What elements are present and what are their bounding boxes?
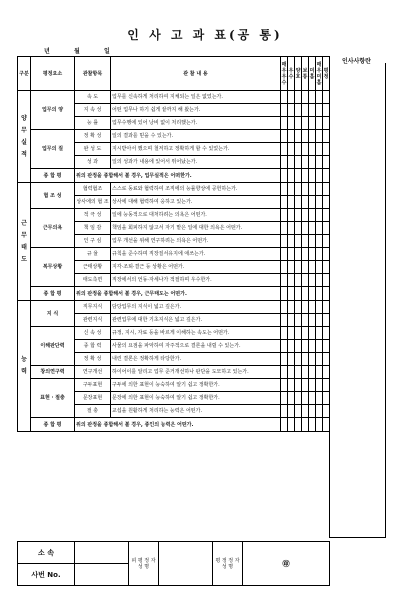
grade-cell[interactable] <box>295 314 302 327</box>
grade-cell[interactable] <box>281 91 288 104</box>
grade-cell[interactable] <box>295 327 302 340</box>
grade-cell[interactable] <box>288 156 295 169</box>
grade-cell[interactable] <box>316 327 323 340</box>
item-cell: 규 율 <box>75 248 111 261</box>
grade-cell[interactable] <box>309 327 316 340</box>
element-cell: 업무의 질 <box>31 130 75 169</box>
grade-cell[interactable] <box>295 169 302 183</box>
element-cell: 업무의 양 <box>31 91 75 130</box>
date-day-label: 일 <box>104 48 110 55</box>
grade-cell[interactable] <box>295 235 302 248</box>
grade-cell[interactable] <box>288 287 295 301</box>
grade-cell[interactable] <box>316 301 323 314</box>
grade-cell[interactable] <box>281 287 288 301</box>
grade-cell[interactable] <box>281 183 288 196</box>
date-month-label: 월 <box>74 48 80 55</box>
grade-cell[interactable] <box>302 340 309 353</box>
grade-cell[interactable] <box>309 222 316 235</box>
total-content: 위의 판정을 종합해서 볼 경우, 근무태도는 어떤가. <box>75 287 281 301</box>
grade-cell[interactable] <box>323 379 330 392</box>
table-row <box>18 248 330 261</box>
grade-cell[interactable] <box>323 301 330 314</box>
grade-cell[interactable] <box>302 418 309 432</box>
grade-cell[interactable] <box>295 274 302 287</box>
grade-cell[interactable] <box>288 130 295 143</box>
grade-header: 매우우수 <box>281 57 288 91</box>
grade-cell[interactable] <box>323 261 330 274</box>
grade-cell[interactable] <box>316 340 323 353</box>
rater1-field[interactable] <box>159 542 213 586</box>
content-cell: 어떤 업무나 하기 쉽게 끝까지 해 왔는가. <box>111 104 281 117</box>
grade-cell[interactable] <box>316 353 323 366</box>
grade-cell[interactable] <box>316 130 323 143</box>
item-cell: 정 확 성 <box>75 353 111 366</box>
grade-cell[interactable] <box>302 405 309 418</box>
content-cell: 일에 능동적으로 대처하려는 의욕은 어떤가. <box>111 209 281 222</box>
grade-cell[interactable] <box>302 379 309 392</box>
grade-cell[interactable] <box>302 327 309 340</box>
grade-cell[interactable] <box>288 222 295 235</box>
content-cell: 담당업무의 지식이 넓고 깊은가. <box>111 301 281 314</box>
grade-cell[interactable] <box>309 366 316 379</box>
grade-cell[interactable] <box>295 91 302 104</box>
category-cell: 양무 실적 <box>18 91 31 183</box>
grade-cell[interactable] <box>323 209 330 222</box>
grade-cell[interactable] <box>316 287 323 301</box>
content-cell: 일의 성과가 내용에 있어서 뛰어났는가. <box>111 156 281 169</box>
grade-cell[interactable] <box>323 104 330 117</box>
grade-cell[interactable] <box>323 340 330 353</box>
grade-cell[interactable] <box>288 91 295 104</box>
grade-cell[interactable] <box>316 91 323 104</box>
table-row <box>18 91 330 104</box>
grade-cell[interactable] <box>288 327 295 340</box>
category-cell: 근 무 태 도 <box>18 183 31 301</box>
affiliation-label: 소 속 <box>18 542 75 564</box>
grade-cell[interactable] <box>281 130 288 143</box>
item-cell: 문장표현 <box>75 392 111 405</box>
grade-cell[interactable] <box>281 366 288 379</box>
grade-cell[interactable] <box>281 392 288 405</box>
grade-cell[interactable] <box>323 169 330 183</box>
note-area <box>329 63 386 538</box>
item-cell: 인 구 심 <box>75 235 111 248</box>
grade-cell[interactable] <box>302 235 309 248</box>
grade-cell[interactable] <box>295 209 302 222</box>
grade-cell[interactable] <box>309 274 316 287</box>
item-cell: 정 확 성 <box>75 130 111 143</box>
grade-cell[interactable] <box>288 183 295 196</box>
element-cell: 창의연구력 <box>31 366 75 379</box>
grade-cell[interactable] <box>309 91 316 104</box>
grade-cell[interactable] <box>316 222 323 235</box>
grade-cell[interactable] <box>295 405 302 418</box>
affiliation-field[interactable] <box>75 542 129 564</box>
content-cell: 관련업무에 대한 기초지식은 넓고 깊은가. <box>111 314 281 327</box>
element-cell: 근무의욕 <box>31 209 75 248</box>
content-cell: 업무수행에 있어 낭비 없이 처리했는가. <box>111 117 281 130</box>
total-content: 위의 판정을 종합해서 볼 경우, 종인의 능력은 어떤가. <box>75 418 281 432</box>
col-element-header: 평정요소 <box>31 57 75 91</box>
grade-cell[interactable] <box>323 314 330 327</box>
grade-cell[interactable] <box>302 366 309 379</box>
grade-cell[interactable] <box>323 274 330 287</box>
grade-cell[interactable] <box>309 287 316 301</box>
grade-cell[interactable] <box>309 392 316 405</box>
grade-cell[interactable] <box>288 366 295 379</box>
grade-cell[interactable] <box>295 183 302 196</box>
content-cell: 책임을 회피하지 않고서 자기 맡은 일에 대한 의욕은 어떤가. <box>111 222 281 235</box>
grade-cell[interactable] <box>316 366 323 379</box>
grade-cell[interactable] <box>281 301 288 314</box>
grade-cell[interactable] <box>309 104 316 117</box>
grade-cell[interactable] <box>316 405 323 418</box>
total-label: 종 합 평 <box>31 287 75 301</box>
grade-cell[interactable] <box>309 130 316 143</box>
grade-cell[interactable] <box>295 392 302 405</box>
grade-cell[interactable] <box>295 301 302 314</box>
grade-cell[interactable] <box>302 156 309 169</box>
grade-cell[interactable] <box>309 261 316 274</box>
grade-cell[interactable] <box>323 327 330 340</box>
grade-cell[interactable] <box>295 130 302 143</box>
grade-cell[interactable] <box>288 143 295 156</box>
grade-cell[interactable] <box>309 169 316 183</box>
item-cell: 능 률 <box>75 117 111 130</box>
grade-cell[interactable] <box>281 353 288 366</box>
total-row <box>18 169 330 183</box>
grade-cell[interactable] <box>288 392 295 405</box>
grade-cell[interactable] <box>281 169 288 183</box>
grade-cell[interactable] <box>323 248 330 261</box>
employee-no-field[interactable] <box>75 564 129 586</box>
element-cell: 지 식 <box>31 301 75 327</box>
grade-cell[interactable] <box>302 169 309 183</box>
total-label: 종 합 평 <box>31 418 75 432</box>
grade-cell[interactable] <box>316 169 323 183</box>
grade-cell[interactable] <box>323 353 330 366</box>
grade-cell[interactable] <box>295 340 302 353</box>
content-cell: 규칙을 준수하며 직장질서유지에 애쓰는가. <box>111 248 281 261</box>
grade-cell[interactable] <box>309 301 316 314</box>
rater2-label: 평 정 정 자 성 명 <box>213 542 243 586</box>
grade-cell[interactable] <box>295 379 302 392</box>
grade-cell[interactable] <box>302 261 309 274</box>
item-cell: 관련지식 <box>75 314 111 327</box>
grade-cell[interactable] <box>295 143 302 156</box>
item-cell: 속 도 <box>75 91 111 104</box>
content-cell: 구두에 의한 표현이 능숙하여 알기 쉽고 정확한가. <box>111 379 281 392</box>
grade-cell[interactable] <box>309 314 316 327</box>
item-cell: 지 속 성 <box>75 104 111 117</box>
grade-cell[interactable] <box>295 418 302 432</box>
col-category-header: 구분 <box>18 57 31 91</box>
grade-cell[interactable] <box>302 183 309 196</box>
category-cell: 능 력 <box>18 301 31 432</box>
grade-cell[interactable] <box>295 366 302 379</box>
content-cell: 상사에 대해 협력하여 응하고 있는가. <box>111 196 281 209</box>
grade-cell[interactable] <box>323 392 330 405</box>
grade-cell[interactable] <box>323 366 330 379</box>
grade-cell[interactable] <box>323 130 330 143</box>
grade-cell[interactable] <box>302 392 309 405</box>
grade-cell[interactable] <box>281 379 288 392</box>
element-cell: 협 조 성 <box>31 183 75 209</box>
grade-cell[interactable] <box>288 169 295 183</box>
grade-header: 미흡 <box>309 57 316 91</box>
grade-cell[interactable] <box>295 353 302 366</box>
grade-cell[interactable] <box>323 222 330 235</box>
grade-cell[interactable] <box>323 418 330 432</box>
grade-cell[interactable] <box>302 91 309 104</box>
grade-header: 매우미흡 <box>316 57 323 91</box>
grade-cell[interactable] <box>295 261 302 274</box>
grade-cell[interactable] <box>316 274 323 287</box>
grade-cell[interactable] <box>288 353 295 366</box>
total-label: 종 합 평 <box>31 169 75 183</box>
item-cell: 태도측면 <box>75 274 111 287</box>
grade-cell[interactable] <box>288 405 295 418</box>
content-cell: 일의 결과를 믿을 수 있는가. <box>111 130 281 143</box>
grade-cell[interactable] <box>309 340 316 353</box>
item-cell: 적 극 성 <box>75 209 111 222</box>
grade-cell[interactable] <box>323 287 330 301</box>
grade-cell[interactable] <box>316 261 323 274</box>
grade-cell[interactable] <box>302 314 309 327</box>
total-row <box>18 287 330 301</box>
grade-cell[interactable] <box>302 196 309 209</box>
grade-cell[interactable] <box>281 340 288 353</box>
grade-cell[interactable] <box>316 143 323 156</box>
grade-cell[interactable] <box>288 248 295 261</box>
grade-cell[interactable] <box>302 301 309 314</box>
item-cell: 근태상황 <box>75 261 111 274</box>
grade-cell[interactable] <box>288 196 295 209</box>
grade-cell[interactable] <box>295 248 302 261</box>
grade-cell[interactable] <box>316 314 323 327</box>
page-title: 인 사 고 과 표(공 통) <box>127 28 283 42</box>
grade-cell[interactable] <box>309 209 316 222</box>
rater1-label: 피 평 정 자 성 명 <box>129 542 159 586</box>
content-cell: 지시받아서 했으며 철저하고 정확하게 할 수 있었는가. <box>111 143 281 156</box>
item-cell: 연구개선 <box>75 366 111 379</box>
grade-cell[interactable] <box>302 209 309 222</box>
grade-cell[interactable] <box>295 156 302 169</box>
content-cell: 지각·조퇴·결근 등 상황은 어떤가. <box>111 261 281 274</box>
grade-cell[interactable] <box>281 405 288 418</box>
grade-cell[interactable] <box>288 314 295 327</box>
grade-cell[interactable] <box>309 235 316 248</box>
grade-cell[interactable] <box>316 183 323 196</box>
grade-header: 평정 <box>323 57 330 91</box>
grade-cell[interactable] <box>316 196 323 209</box>
item-cell: 상사에의 협 조 <box>75 196 111 209</box>
grade-cell[interactable] <box>309 196 316 209</box>
total-content: 위의 판정을 종합해서 볼 경우, 업무실적은 어떠한가. <box>75 169 281 183</box>
grade-cell[interactable] <box>281 156 288 169</box>
grade-cell[interactable] <box>295 196 302 209</box>
grade-cell[interactable] <box>295 287 302 301</box>
grade-cell[interactable] <box>309 156 316 169</box>
content-cell: 교섭을 원활하게 처리하는 능력은 어떤가. <box>111 405 281 418</box>
grade-cell[interactable] <box>288 340 295 353</box>
grade-cell[interactable] <box>302 248 309 261</box>
grade-cell[interactable] <box>281 222 288 235</box>
grade-cell[interactable] <box>323 156 330 169</box>
grade-cell[interactable] <box>302 104 309 117</box>
note-header: 인사사항란 <box>342 58 371 65</box>
content-cell: 스스로 동료와 협력하여 조직에의 능률향상에 공헌하는가. <box>111 183 281 196</box>
date-line <box>44 46 134 55</box>
grade-cell[interactable] <box>281 327 288 340</box>
grade-header: 우수 <box>288 57 295 91</box>
grade-cell[interactable] <box>302 222 309 235</box>
item-cell: 책 임 감 <box>75 222 111 235</box>
grade-cell[interactable] <box>316 392 323 405</box>
content-cell: 문장에 의한 표현이 능숙하여 알기 쉽고 정확한가. <box>111 392 281 405</box>
table-row <box>18 327 330 340</box>
grade-cell[interactable] <box>323 183 330 196</box>
employee-no-label: 사번 No. <box>18 564 75 586</box>
signature-table <box>17 541 330 586</box>
grade-cell[interactable] <box>288 117 295 130</box>
grade-cell[interactable] <box>295 117 302 130</box>
item-cell: 성 과 <box>75 156 111 169</box>
grade-header: 보통 <box>302 57 309 91</box>
grade-cell[interactable] <box>316 248 323 261</box>
table-row <box>18 301 330 314</box>
grade-cell[interactable] <box>288 235 295 248</box>
element-cell: 이해판단력 <box>31 327 75 366</box>
grade-cell[interactable] <box>288 209 295 222</box>
grade-header: 양호 <box>295 57 302 91</box>
grade-cell[interactable] <box>295 104 302 117</box>
content-cell: 업무를 신속하게 처리하여 지체되는 일은 없었는가. <box>111 91 281 104</box>
grade-cell[interactable] <box>281 209 288 222</box>
content-cell: 직장에서의 언동·자세나가 적절하며 우수한가. <box>111 274 281 287</box>
item-cell: 직무지식 <box>75 301 111 314</box>
grade-cell[interactable] <box>302 143 309 156</box>
grade-cell[interactable] <box>288 301 295 314</box>
grade-cell[interactable] <box>316 156 323 169</box>
grade-cell[interactable] <box>323 143 330 156</box>
grade-cell[interactable] <box>316 379 323 392</box>
grade-cell[interactable] <box>323 235 330 248</box>
grade-cell[interactable] <box>302 130 309 143</box>
content-cell: 규정, 지시, 자료 등을 바르게 이해하는 속도는 어떤가. <box>111 327 281 340</box>
grade-cell[interactable] <box>288 104 295 117</box>
evaluation-table <box>17 56 330 432</box>
grade-cell[interactable] <box>309 117 316 130</box>
grade-cell[interactable] <box>302 274 309 287</box>
item-cell: 협력협조 <box>75 183 111 196</box>
grade-cell[interactable] <box>316 209 323 222</box>
grade-cell[interactable] <box>288 418 295 432</box>
item-cell: 완 성 도 <box>75 143 111 156</box>
content-cell: 사물의 요점을 파악하여 자주적으로 결론을 내릴 수 있는가. <box>111 340 281 353</box>
content-cell: 업무 개선을 위해 연구하려는 의욕은 어떤가. <box>111 235 281 248</box>
grade-cell[interactable] <box>316 104 323 117</box>
col-content-header: 관 찰 내 용 <box>111 57 281 91</box>
grade-cell[interactable] <box>281 235 288 248</box>
grade-cell[interactable] <box>309 143 316 156</box>
grade-cell[interactable] <box>309 405 316 418</box>
item-cell: 절 충 <box>75 405 111 418</box>
table-body <box>18 91 330 432</box>
grade-cell[interactable] <box>281 196 288 209</box>
grade-cell[interactable] <box>316 117 323 130</box>
seal-mark: ㊞ <box>243 542 330 586</box>
grade-cell[interactable] <box>309 379 316 392</box>
element-cell: 복무상황 <box>31 248 75 287</box>
grade-cell[interactable] <box>281 117 288 130</box>
grade-cell[interactable] <box>281 143 288 156</box>
grade-cell[interactable] <box>295 222 302 235</box>
grade-cell[interactable] <box>309 418 316 432</box>
grade-cell[interactable] <box>288 379 295 392</box>
content-cell: 내린 결론은 정확하게 타당한가. <box>111 353 281 366</box>
grade-cell[interactable] <box>281 314 288 327</box>
grade-cell[interactable] <box>281 274 288 287</box>
grade-cell[interactable] <box>323 405 330 418</box>
grade-cell[interactable] <box>281 261 288 274</box>
grade-cell[interactable] <box>309 248 316 261</box>
grade-cell[interactable] <box>323 117 330 130</box>
grade-cell[interactable] <box>316 235 323 248</box>
grade-cell[interactable] <box>309 183 316 196</box>
content-cell: 하이어이를 알리고 업무 준거개선하나 판단을 도모하고 있는가. <box>111 366 281 379</box>
grade-cell[interactable] <box>323 196 330 209</box>
grade-cell[interactable] <box>281 418 288 432</box>
grade-cell[interactable] <box>302 117 309 130</box>
grade-cell[interactable] <box>323 91 330 104</box>
table-row <box>18 209 330 222</box>
item-cell: 신 속 성 <box>75 327 111 340</box>
total-row <box>18 418 330 432</box>
item-cell: 종 합 력 <box>75 340 111 353</box>
table-row <box>18 183 330 196</box>
grade-cell[interactable] <box>281 104 288 117</box>
item-cell: 구두표현 <box>75 379 111 392</box>
grade-cell[interactable] <box>288 261 295 274</box>
grade-cell[interactable] <box>288 274 295 287</box>
grade-cell[interactable] <box>302 287 309 301</box>
table-row <box>18 379 330 392</box>
grade-cell[interactable] <box>316 418 323 432</box>
col-item-header: 관찰항목 <box>75 57 111 91</box>
table-row <box>18 130 330 143</box>
table-row <box>18 366 330 379</box>
grade-cell[interactable] <box>302 353 309 366</box>
date-year-label: 년 <box>44 48 50 55</box>
grade-cell[interactable] <box>281 248 288 261</box>
grade-cell[interactable] <box>309 353 316 366</box>
element-cell: 표현 · 절충 <box>31 379 75 418</box>
